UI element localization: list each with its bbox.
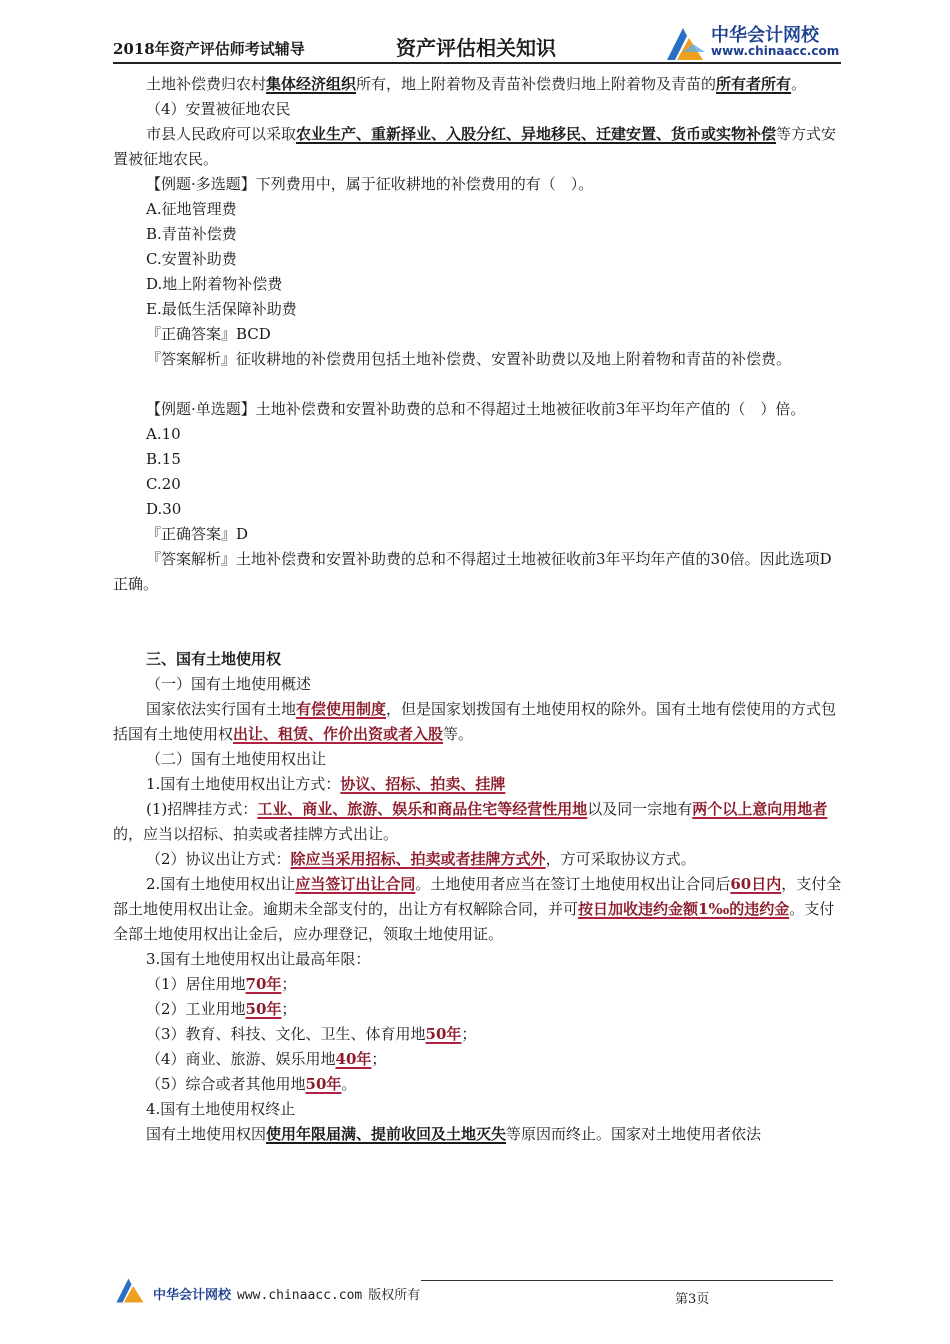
list-item: （2）协议出让方式：除应当采用招标、拍卖或者挂牌方式外，方可采取协议方式。 <box>146 850 696 868</box>
option: D.30 <box>146 500 182 518</box>
option: A.10 <box>146 425 181 443</box>
page-footer <box>113 1268 843 1308</box>
subheading: （4）安置被征地农民 <box>146 100 291 118</box>
footer-divider <box>421 1280 833 1281</box>
list-item: 3.国有土地使用权出让最高年限： <box>146 950 371 968</box>
exam-title: 2018年资产评估师考试辅导 <box>113 40 305 58</box>
option: C.20 <box>146 475 181 493</box>
list-item: 2.国有土地使用权出让应当签订出让合同。土地使用者应当在签订土地使用权出让合同后60日内，支付全部土地使用权出让金。逾期未全部支付的，出让方有权解除合同，并可按日加收违约金额1‰的违约金。支付全部土地使用权出让金后，应办理登记，领取土地使用证。 <box>113 875 842 943</box>
option: B.青苗补偿费 <box>146 225 237 243</box>
list-item: （2）工业用地50年； <box>146 1000 297 1018</box>
answer: 『正确答案』BCD <box>146 325 271 343</box>
subject-title: 资产评估相关知识 <box>396 36 556 60</box>
paragraph: 国有土地使用权因使用年限届满、提前收回及土地灭失等原因而终止。国家对土地使用者依法 <box>146 1125 762 1143</box>
list-item: （1）居住用地70年； <box>146 975 297 993</box>
list-item: （5）综合或者其他用地50年。 <box>146 1075 357 1093</box>
option: E.最低生活保障补助费 <box>146 300 297 318</box>
logo-brand: 中华会计网校 <box>711 25 819 46</box>
subheading: （二）国有土地使用权出让 <box>146 750 327 768</box>
logo-url: www.chinaacc.com <box>711 44 840 58</box>
option: A.征地管理费 <box>146 200 237 218</box>
footer-logo-icon <box>113 1274 147 1304</box>
list-item: 4.国有土地使用权终止 <box>146 1100 296 1118</box>
option: D.地上附着物补偿费 <box>146 275 283 293</box>
list-item: (1)招牌挂方式：工业、商业、旅游、娱乐和商品住宅等经营性用地以及同一宗地有两个以上意向用地者的，应当以招标、拍卖或者挂牌方式出让。 <box>113 800 828 843</box>
subheading: （一）国有土地使用概述 <box>146 675 312 693</box>
list-item: 1.国有土地使用权出让方式：协议、招标、拍卖、挂牌 <box>146 775 506 793</box>
paragraph: 土地补偿费归农村集体经济组织所有，地上附着物及青苗补偿费归地上附着物及青苗的所有者所有。 <box>146 75 807 93</box>
list-item: （4）商业、旅游、娱乐用地40年； <box>146 1050 387 1068</box>
triangle-logo-icon <box>663 22 707 62</box>
question-stem: 【例题·多选题】下列费用中，属于征收耕地的补偿费用的有（ ）。 <box>146 175 594 193</box>
chinaacc-logo <box>663 20 843 62</box>
list-item: （3）教育、科技、文化、卫生、体育用地50年； <box>146 1025 477 1043</box>
option: B.15 <box>146 450 181 468</box>
section-heading: 三、国有土地使用权 <box>146 650 282 668</box>
explanation: 『答案解析』土地补偿费和安置补助费的总和不得超过土地被征收前3年平均年产值的30倍。因此选项D正确。 <box>113 550 832 593</box>
explanation: 『答案解析』征收耕地的补偿费用包括土地补偿费、安置补助费以及地上附着物和青苗的补偿费。 <box>146 350 792 368</box>
page-content <box>113 72 843 1147</box>
paragraph: 市县人民政府可以采取农业生产、重新择业、入股分红、异地移民、迁建安置、货币或实物补偿等方式安置被征地农民。 <box>113 125 837 168</box>
header-divider <box>113 62 841 64</box>
page-number: 第3页 <box>675 1292 710 1307</box>
option: C.安置补助费 <box>146 250 237 268</box>
page-header <box>113 20 843 62</box>
footer-copyright: 中华会计网校 www.chinaacc.com 版权所有 <box>153 1288 421 1303</box>
question-stem: 【例题·单选题】土地补偿费和安置补助费的总和不得超过土地被征收前3年平均年产值的（ ）倍。 <box>146 400 806 418</box>
paragraph: 国家依法实行国有土地有偿使用制度，但是国家划拨国有土地使用权的除外。国有土地有偿使用的方式包括国有土地使用权出让、租赁、作价出资或者入股等。 <box>113 700 837 743</box>
answer: 『正确答案』D <box>146 525 249 543</box>
